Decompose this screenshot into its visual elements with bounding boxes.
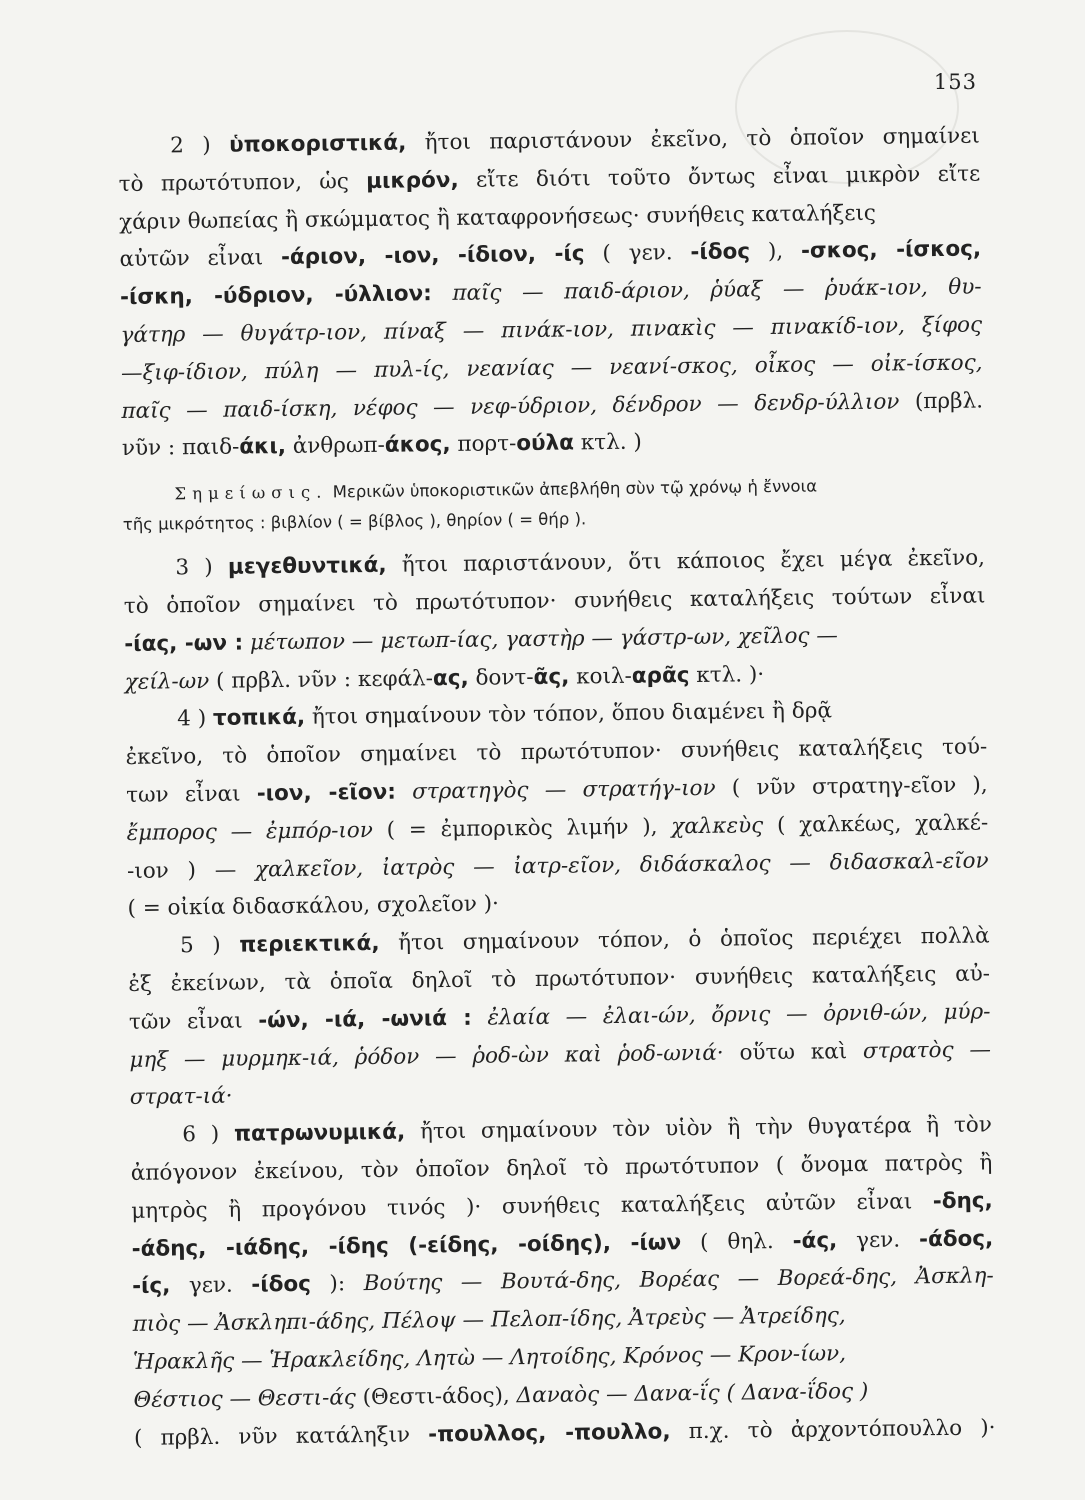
note-paragraph xyxy=(122,470,985,541)
bold-suffix: -ίσκη, -ύδριον, -ύλλιον: xyxy=(119,281,432,311)
text-run: ( νῦν στρατηγ-εῖον ), xyxy=(715,772,988,801)
italic-example: πιὸς — Ἀσκληπι-άδης, Πέλοψ — Πελοπ-ίδης, Ἀτρεὺς — Ἀτρείδης, xyxy=(132,1303,846,1338)
text-run: ἤτοι σημαίνουν τόπον, ὁ ὁποῖος περιέχει πολλὰ xyxy=(379,923,990,957)
text-run: τῶν εἶναι xyxy=(128,1008,259,1035)
text-run: π.χ. τὸ ἀρχοντόπουλλο )· xyxy=(670,1414,996,1444)
bold-suffix: -ών, -ιά, -ωνιά : xyxy=(258,1005,472,1034)
text-run: τὸ ὁποῖον σημαίνει τὸ πρωτότυπον· συνήθεις καταλήξεις τούτων εἶναι xyxy=(123,583,986,619)
bold-suffix: ας, xyxy=(432,665,469,691)
text-run: κτλ. )· xyxy=(689,661,765,688)
text-run: ( γεν. xyxy=(584,240,691,267)
italic-example: χαλκεῖον, ἰατρὸς — ἰατρ-εῖον, διδάσκαλος — διδασκαλ-εῖον xyxy=(254,847,989,882)
text-run: 3 ) xyxy=(175,554,229,581)
italic-example: παῖς — παιδ-άριον, ῥύαξ — ῥυάκ-ιον, θυ- xyxy=(431,274,982,307)
text-run: κοιλ- xyxy=(569,663,632,690)
bold-suffix: περιεκτικά, xyxy=(239,931,380,958)
bold-suffix: -ίδος xyxy=(251,1272,312,1298)
text-run: νῦν : παιδ- xyxy=(121,434,240,462)
bold-suffix: -άδης, -ιάδης, -ίδης (-είδης, -οίδης), -ίων xyxy=(131,1229,682,1262)
paragraph-s2 xyxy=(118,117,984,468)
text-run: -ιον ) — xyxy=(126,856,256,884)
text-run: ( = οἰκία διδασκάλου, σχολεῖον )· xyxy=(127,891,500,922)
italic-example: στρατ-ιά· xyxy=(129,1084,233,1111)
bold-suffix: μεγεθυντικά, xyxy=(227,552,387,580)
bold-suffix: ὑποκοριστικά, xyxy=(228,130,407,158)
text-run: ( θηλ. xyxy=(680,1228,793,1255)
italic-example: στρατὸς — xyxy=(862,1036,992,1064)
bold-suffix: -άς, xyxy=(792,1227,838,1254)
text-run: χάριν θωπείας ἢ σκώμματος ἢ καταφρονήσεως· συνήθεις καταλήξεις xyxy=(118,200,877,235)
bold-suffix: -ίδος xyxy=(690,239,751,266)
bold-suffix: -άριον, -ιον, -ίδιον, -ίς xyxy=(280,241,585,271)
text-run: των εἶναι xyxy=(126,781,257,808)
paragraph-s4 xyxy=(125,691,990,928)
italic-example: στρατηγὸς — στρατήγ-ιον xyxy=(395,775,716,805)
bold-suffix: ᾶς, xyxy=(533,664,570,690)
italic-example: ἐλαία — ἐλαι-ών, ὄρνις — ὀρνιθ-ών, μύρ- xyxy=(471,999,991,1031)
body-text xyxy=(118,117,996,1457)
bold-suffix: -άδος, xyxy=(918,1225,994,1252)
italic-example: χαλκεὺς xyxy=(671,812,764,840)
italic-example: Ἡρακλῆς — Ἡρακλείδης, Λητὼ — Λητοίδης, Κρόνος — Κρον-ίων, xyxy=(132,1341,847,1375)
text-run: αὐτῶν εἶναι xyxy=(119,245,282,273)
italic-example: —ξιφ-ίδιον, πύλη — πυλ-ίς, νεανίας — νεανί-σκος, οἶκος — οἰκ-ίσκος, xyxy=(120,350,983,386)
text-run: ἤτοι παριστάνουν ἐκεῖνο, τὸ ὁποῖον σημαίνει xyxy=(406,123,980,156)
italic-example: παῖς — παιδ-ίσκη, νέφος — νεφ-ύδριον, δένδρον — δενδρ-ύλλιον xyxy=(121,389,900,424)
text-run: ), xyxy=(749,239,802,265)
bold-suffix: -σκος, -ίσκος, xyxy=(800,236,982,265)
text-run: 5 ) xyxy=(179,932,240,959)
text-run: (πρβλ. xyxy=(899,388,984,415)
bold-suffix: πατρωνυμικά, xyxy=(233,1119,406,1147)
text-run: ἐκεῖνο, τὸ ὁποῖον σημαίνει τὸ πρωτότυπον· συνήθεις καταλήξεις τού- xyxy=(125,734,988,771)
text-run: εἴτε διότι τοῦτο ὄντως εἶναι μικρὸν εἴτε xyxy=(458,161,981,193)
text-run: ): xyxy=(310,1271,364,1298)
bold-suffix: -ίς, xyxy=(132,1273,171,1300)
text-run: ( πρβλ. νῦν κατάληξιν xyxy=(133,1421,429,1451)
bold-suffix: ούλα xyxy=(516,430,575,457)
text-run: τῆς μικρότητος : βιβλίον ( = βίβλος ), θηρίον ( = θήρ ). xyxy=(122,509,587,535)
text-run: ἤτοι σημαίνουν τὸν τόπον, ὅπου διαμένει ἢ δρᾷ xyxy=(304,698,833,731)
text-run: 4 ) xyxy=(177,706,214,732)
note-label: Σημείωσις. xyxy=(174,482,328,504)
paragraph-s5 xyxy=(128,918,992,1118)
text-run: πορτ- xyxy=(450,431,517,458)
italic-example: ἔμπορος — ἐμπόρ-ιον xyxy=(126,817,374,846)
italic-example: γάτηρ — θυγάτρ-ιον, πίναξ — πινάκ-ιον, πινακὶς — πινακίδ-ιον, ξίφος xyxy=(120,312,983,348)
bold-suffix: άκι, xyxy=(239,434,287,460)
bold-suffix: τοπικά, xyxy=(212,705,306,732)
text-run: ἀπόγονον ἐκείνου, τὸν ὁποῖον δηλοῖ τὸ πρωτότυπον ( ὄνομα πατρὸς ἢ xyxy=(130,1150,993,1186)
text-run: ἀνθρωπ- xyxy=(285,433,386,460)
text-run: γεν. xyxy=(837,1226,920,1253)
page-number: 153 xyxy=(933,70,977,94)
paragraph-s3 xyxy=(123,540,987,702)
bold-suffix: μικρόν, xyxy=(366,167,459,194)
bold-suffix: -ίας, -ων : xyxy=(124,630,244,657)
italic-example: μέτωπον — μετωπ-ίας, γαστὴρ — γάστρ-ων, χεῖλος — xyxy=(242,623,838,656)
bold-suffix: αρᾶς xyxy=(631,662,690,689)
text-run: τὸ πρωτότυπον, ὡς xyxy=(118,168,367,197)
text-run: ἤτοι παριστάνουν, ὅτι κάποιος ἔχει μέγα ἐκεῖνο, xyxy=(386,545,986,578)
paragraph-s6 xyxy=(130,1107,996,1458)
bold-suffix: -ιον, -εῖον: xyxy=(256,779,397,807)
text-run: 2 ) xyxy=(170,132,230,159)
text-run: ἐξ ἐκείνων, τὰ ὁποῖα δηλοῖ τὸ πρωτότυπον· συνήθεις καταλήξεις αὐ- xyxy=(128,961,991,997)
bold-suffix: -πουλλος, -πουλλο, xyxy=(428,1418,671,1447)
text-run: οὕτω καὶ xyxy=(723,1038,864,1066)
text-run: δοντ- xyxy=(468,664,534,691)
italic-example: χείλ-ων xyxy=(124,668,210,695)
text-run: ( = ἐμπορικὸς λιμήν ), xyxy=(372,814,672,843)
text-run: κτλ. ) xyxy=(573,429,642,456)
italic-example: Βούτης — Βουτά-δης, Βορέας — Βορεά-δης, Ἀσκλη- xyxy=(363,1263,994,1297)
text-run: ( πρβλ. νῦν : κεφάλ- xyxy=(209,665,434,694)
italic-example: Δαναὸς — Δανα-ΐς ( Δανα-ΐδος ) xyxy=(516,1378,869,1408)
text-run: 6 ) xyxy=(182,1121,235,1148)
bold-suffix: άκος, xyxy=(384,432,451,459)
text-run: (Θεστι-άδος), xyxy=(355,1382,517,1410)
text-run: μητρὸς ἢ προγόνου τινός )· συνήθεις καταλήξεις αὐτῶν εἶναι xyxy=(131,1188,933,1224)
text-run: Μερικῶν ὑποκοριστικῶν ἀπεβλήθη σὺν τῷ χρόνῳ ἡ ἔννοια xyxy=(327,476,818,502)
italic-example: Θέστιος — Θεστι-άς xyxy=(133,1384,356,1413)
text-run: ἤτοι σημαίνουν τὸν υἱὸν ἢ τὴν θυγατέρα ἢ τὸν xyxy=(405,1112,992,1145)
text-run: ( χαλκέως, χαλκέ- xyxy=(763,810,989,838)
italic-example: μηξ — μυρμηκ-ιά, ῥόδον — ῥοδ-ὼν καὶ ῥοδ-ωνιά· xyxy=(129,1040,724,1073)
bold-suffix: -δης, xyxy=(932,1188,993,1214)
text-run: γεν. xyxy=(170,1272,252,1299)
